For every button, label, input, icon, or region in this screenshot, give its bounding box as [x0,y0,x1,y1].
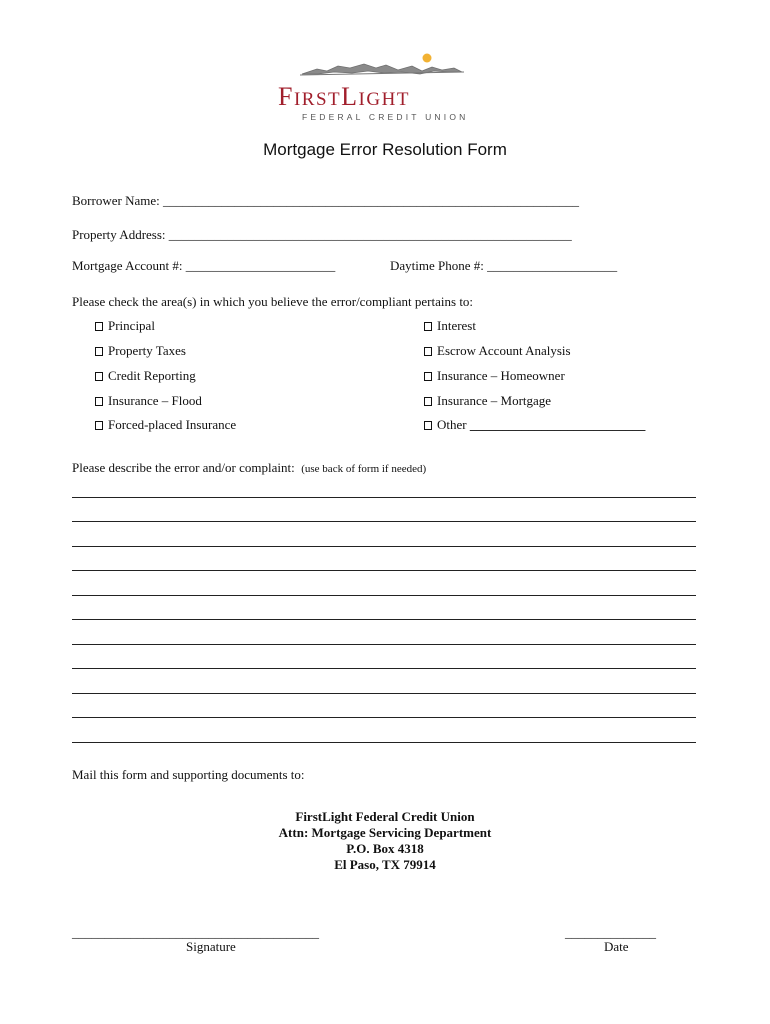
date-label: Date [604,939,629,954]
checkbox-interest[interactable]: Interest [424,318,476,334]
check-instruction: Please check the area(s) in which you believe the error/compliant pertains to: [72,294,474,309]
address-line-city: El Paso, TX 79914 [334,857,436,872]
complaint-line[interactable] [72,546,696,547]
describe-label: Please describe the error and/or complaint: (use back of form if needed) [72,460,427,475]
checkbox-icon [424,347,432,356]
checkbox-principal[interactable]: Principal [95,318,155,334]
complaint-line[interactable] [72,693,696,694]
checkbox-icon [95,397,103,406]
other-blank[interactable]: ___________________________ [469,417,646,432]
complaint-line[interactable] [72,497,696,498]
mortgage-account-field[interactable]: Mortgage Account #: _______________________ [72,258,336,273]
signature-label: Signature [186,939,236,954]
mountain-sun-icon [272,50,502,82]
borrower-name-field[interactable]: Borrower Name: ________________________________________________________________ [72,193,579,208]
firstlight-logo [272,50,502,125]
complaint-line[interactable] [72,521,696,522]
checkbox-icon [95,322,103,331]
checkbox-insurance-homeowner[interactable]: Insurance – Homeowner [424,368,565,384]
checkbox-icon [95,347,103,356]
complaint-line[interactable] [72,717,696,718]
daytime-phone-field[interactable]: Daytime Phone #: ____________________ [390,258,618,273]
checkbox-icon [424,421,432,430]
complaint-line[interactable] [72,668,696,669]
checkbox-icon [424,397,432,406]
address-line-name: FirstLight Federal Credit Union [295,809,475,824]
complaint-line[interactable] [72,644,696,645]
checkbox-insurance-flood[interactable]: Insurance – Flood [95,393,202,409]
property-address-field[interactable]: Property Address: ______________________________________________________________ [72,227,572,242]
mail-instruction: Mail this form and supporting documents to: [72,767,305,782]
checkbox-forced-placed-insurance[interactable]: Forced-placed Insurance [95,417,236,433]
date-line[interactable]: ______________ [565,925,656,940]
complaint-line[interactable] [72,742,696,743]
logo-subtitle: FEDERAL CREDIT UNION [302,112,469,122]
checkbox-icon [424,372,432,381]
checkbox-other[interactable]: Other ___________________________ [424,417,645,433]
checkbox-icon [95,372,103,381]
checkbox-icon [424,322,432,331]
checkbox-escrow-account-analysis[interactable]: Escrow Account Analysis [424,343,571,359]
complaint-line[interactable] [72,619,696,620]
address-line-pobox: P.O. Box 4318 [346,841,424,856]
checkbox-insurance-mortgage[interactable]: Insurance – Mortgage [424,393,551,409]
complaint-line[interactable] [72,570,696,571]
complaint-line[interactable] [72,595,696,596]
logo-wordmark: FIRSTLIGHT [278,82,410,111]
describe-note: (use back of form if needed) [301,463,427,475]
checkbox-property-taxes[interactable]: Property Taxes [95,343,186,359]
form-title: Mortgage Error Resolution Form [263,140,507,159]
signature-line[interactable]: ______________________________________ [72,925,319,940]
checkbox-credit-reporting[interactable]: Credit Reporting [95,368,196,384]
checkbox-icon [95,421,103,430]
address-line-attn: Attn: Mortgage Servicing Department [278,825,492,840]
